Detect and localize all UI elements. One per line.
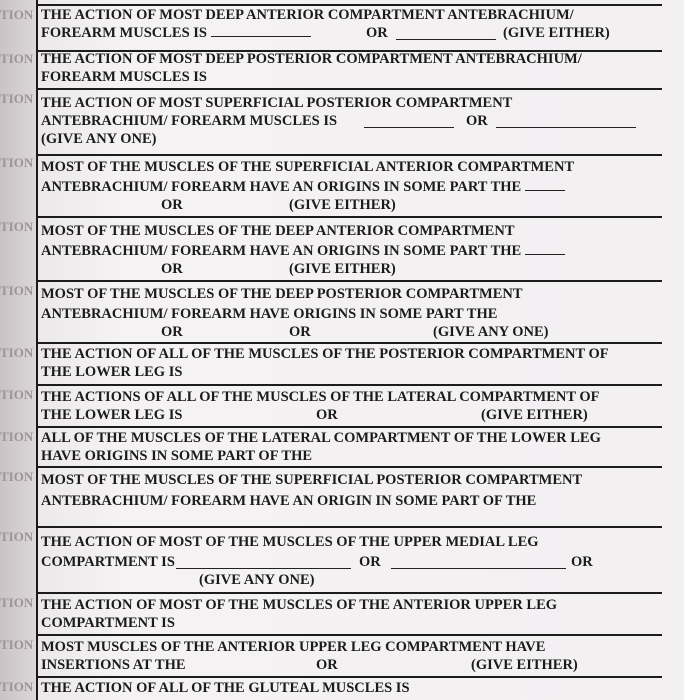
or-label: OR xyxy=(316,657,338,673)
side-tab: TION xyxy=(0,679,34,694)
side-tab: TION xyxy=(0,51,34,66)
question-1-line-2: FOREARM MUSCLES IS xyxy=(41,25,207,41)
give-any-one-label: (GIVE ANY ONE) xyxy=(41,131,157,147)
or-label: OR xyxy=(466,113,488,129)
or-label: OR xyxy=(571,554,593,570)
or-label: OR xyxy=(366,25,388,41)
or-label: OR xyxy=(161,324,183,340)
question-5-line-1: MOST OF THE MUSCLES OF THE DEEP ANTERIOR COMPARTMENT xyxy=(41,223,515,239)
row-divider xyxy=(36,4,662,6)
question-12-line-1: THE ACTION OF MOST OF THE MUSCLES OF THE ANTERIOR UPPER LEG xyxy=(41,597,558,613)
question-row-2 xyxy=(0,50,684,90)
answer-blank[interactable] xyxy=(525,190,565,191)
side-tab: TION xyxy=(0,595,34,610)
question-row-9 xyxy=(0,428,684,468)
question-8-line-1: THE ACTIONS OF ALL OF THE MUSCLES OF THE LATERAL COMPARTMENT OF xyxy=(41,389,600,405)
question-11-line-1: THE ACTION OF MOST OF THE MUSCLES OF THE UPPER MEDIAL LEG xyxy=(41,534,539,550)
give-either-label: (GIVE EITHER) xyxy=(471,657,578,673)
top-partial-row xyxy=(0,0,684,6)
side-tab: TION xyxy=(0,469,34,484)
side-tab: TION xyxy=(0,7,34,22)
give-either-label: (GIVE EITHER) xyxy=(289,197,396,213)
answer-blank[interactable] xyxy=(396,24,496,40)
or-label: OR xyxy=(359,554,381,570)
give-any-one-label: (GIVE ANY ONE) xyxy=(433,324,549,340)
or-label: OR xyxy=(289,324,311,340)
question-13-line-2: INSERTIONS AT THE xyxy=(41,657,186,673)
question-4-line-2: ANTEBRACHIUM/ FOREARM HAVE AN ORIGINS IN SOME PART THE xyxy=(41,179,522,195)
question-4-line-1: MOST OF THE MUSCLES OF THE SUPERFICIAL ANTERIOR COMPARTMENT xyxy=(41,159,575,175)
side-tab: TION xyxy=(0,155,34,170)
question-row-3 xyxy=(0,90,684,156)
question-9-line-1: ALL OF THE MUSCLES OF THE LATERAL COMPARTMENT OF THE LOWER LEG xyxy=(41,430,601,446)
answer-blank[interactable] xyxy=(176,553,351,569)
give-either-label: (GIVE EITHER) xyxy=(481,407,588,423)
answer-blank[interactable] xyxy=(211,36,311,37)
question-row-8 xyxy=(0,386,684,428)
question-3-line-1: THE ACTION OF MOST SUPERFICIAL POSTERIOR COMPARTMENT xyxy=(41,95,513,111)
give-either-label: (GIVE EITHER) xyxy=(503,25,610,41)
question-row-11 xyxy=(0,528,684,594)
side-tab: TION xyxy=(0,429,34,444)
question-row-10 xyxy=(0,468,684,528)
side-tab: TION xyxy=(0,283,34,298)
question-6-line-2: ANTEBRACHIUM/ FOREARM HAVE ORIGINS IN SOME PART THE xyxy=(41,306,498,322)
question-6-line-1: MOST OF THE MUSCLES OF THE DEEP POSTERIOR COMPARTMENT xyxy=(41,286,523,302)
question-11-line-2: COMPARTMENT IS xyxy=(41,554,175,570)
question-5-line-2: ANTEBRACHIUM/ FOREARM HAVE AN ORIGINS IN SOME PART THE xyxy=(41,243,522,259)
question-13-line-1: MOST MUSCLES OF THE ANTERIOR UPPER LEG COMPARTMENT HAVE xyxy=(41,639,546,655)
question-row-1 xyxy=(0,6,684,52)
answer-blank[interactable] xyxy=(496,112,636,128)
or-label: OR xyxy=(161,261,183,277)
question-10-line-1: MOST OF THE MUSCLES OF THE SUPERFICIAL POSTERIOR COMPARTMENT xyxy=(41,472,583,488)
question-12-line-2: COMPARTMENT IS xyxy=(41,615,175,631)
question-row-4 xyxy=(0,154,684,218)
question-7-line-1: THE ACTION OF ALL OF THE MUSCLES OF THE POSTERIOR COMPARTMENT OF xyxy=(41,346,609,362)
side-tab: TION xyxy=(0,345,34,360)
or-label: OR xyxy=(316,407,338,423)
question-2-line-2: FOREARM MUSCLES IS xyxy=(41,69,207,85)
give-either-label: (GIVE EITHER) xyxy=(289,261,396,277)
side-tab: TION xyxy=(0,529,34,544)
side-tab: TION xyxy=(0,637,34,652)
question-7-line-2: THE LOWER LEG IS xyxy=(41,364,183,380)
question-row-6 xyxy=(0,282,684,344)
side-tab: TION xyxy=(0,91,34,106)
or-label: OR xyxy=(161,197,183,213)
question-10-line-2: ANTEBRACHIUM/ FOREARM HAVE AN ORIGIN IN SOME PART OF THE xyxy=(41,493,537,509)
question-9-line-2: HAVE ORIGINS IN SOME PART OF THE xyxy=(41,448,313,464)
question-3-line-2: ANTEBRACHIUM/ FOREARM MUSCLES IS xyxy=(41,113,338,129)
question-1-line-1: THE ACTION OF MOST DEEP ANTERIOR COMPARTMENT ANTEBRACHIUM/ xyxy=(41,7,574,23)
question-row-12 xyxy=(0,594,684,636)
question-row-5 xyxy=(0,218,684,282)
question-8-line-2: THE LOWER LEG IS xyxy=(41,407,183,423)
give-any-one-label: (GIVE ANY ONE) xyxy=(199,572,315,588)
answer-blank[interactable] xyxy=(391,553,566,569)
answer-blank[interactable] xyxy=(525,254,565,255)
side-tab: TION xyxy=(0,219,34,234)
question-14-line-1: THE ACTION OF ALL OF THE GLUTEAL MUSCLES IS xyxy=(41,680,410,696)
side-tab: TION xyxy=(0,387,34,402)
question-row-14 xyxy=(0,678,684,700)
question-row-7 xyxy=(0,344,684,386)
question-row-13 xyxy=(0,636,684,678)
question-2-line-1: THE ACTION OF MOST DEEP POSTERIOR COMPARTMENT ANTEBRACHIUM/ xyxy=(41,51,582,67)
answer-blank[interactable] xyxy=(364,112,454,128)
